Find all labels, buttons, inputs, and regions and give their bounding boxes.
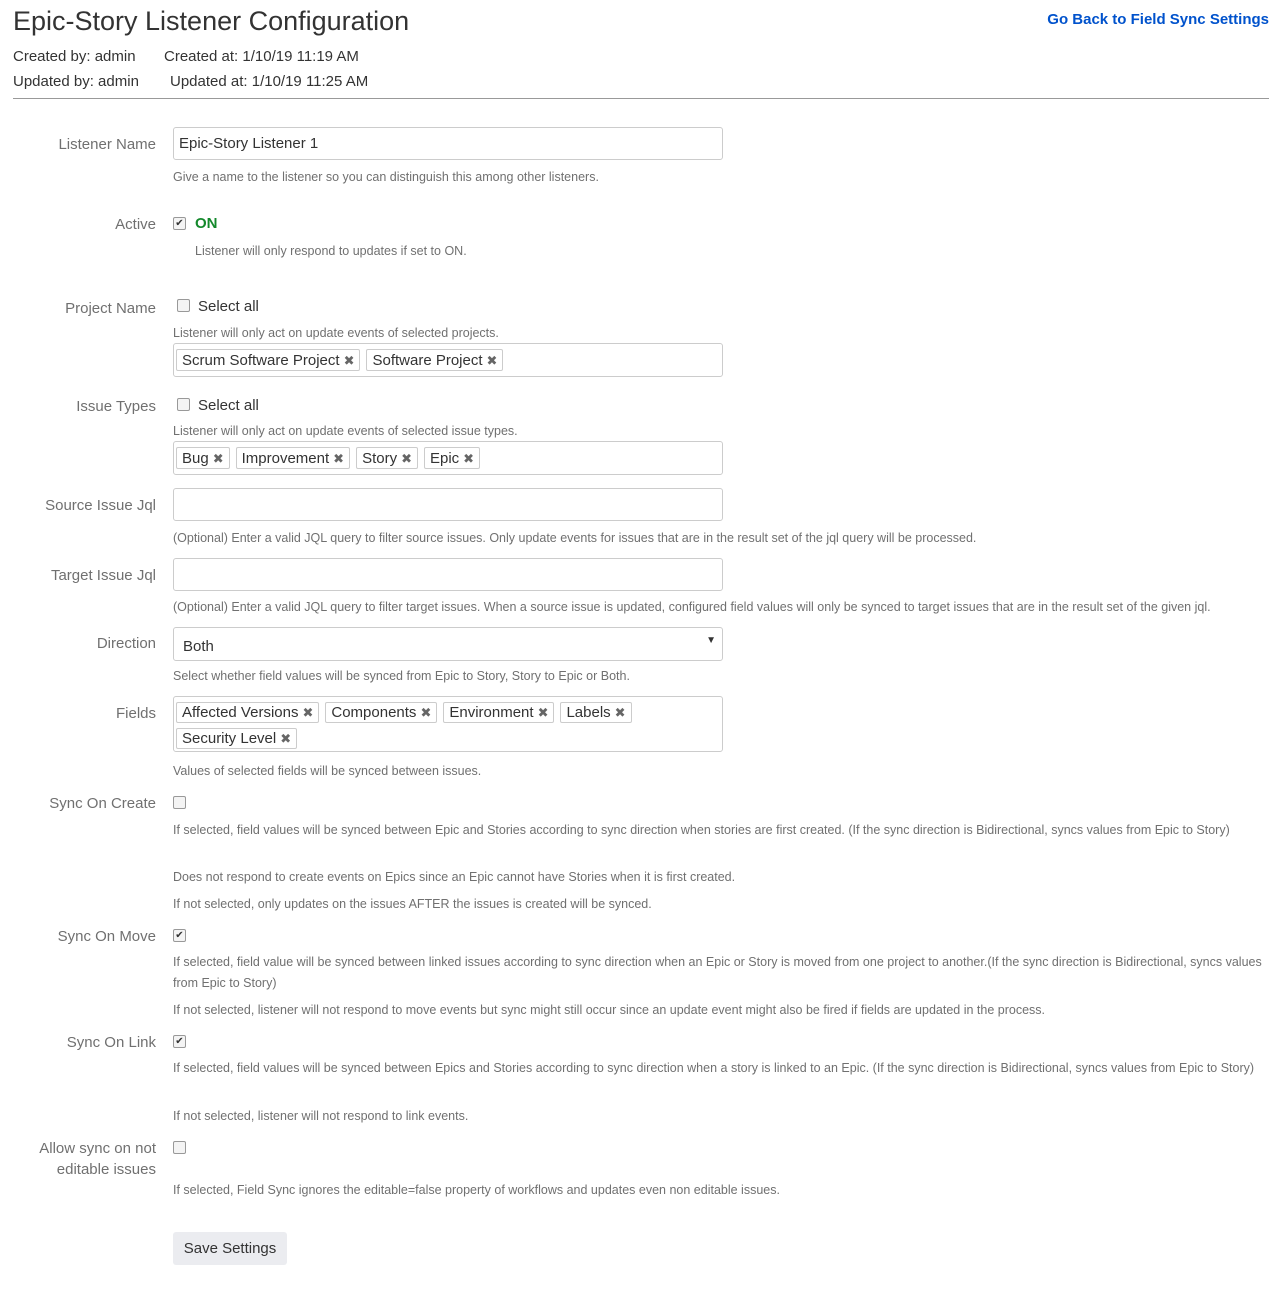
source-jql-help: (Optional) Enter a valid JQL query to filter source issues. Only update events for issues that are in the result set of the jql query will be processed. bbox=[173, 531, 977, 545]
sync-on-move-label: Sync On Move bbox=[57, 928, 156, 945]
allow-sync-label-1: Allow sync on not bbox=[39, 1140, 156, 1157]
allow-sync-checkbox[interactable] bbox=[173, 1141, 186, 1154]
save-settings-button[interactable]: Save Settings bbox=[173, 1232, 287, 1265]
issue-types-multiselect[interactable] bbox=[173, 441, 723, 475]
issue-types-label: Issue Types bbox=[76, 398, 156, 415]
sync-on-move-help-1: If selected, field value will be synced between linked issues according to sync direction when an Epic or Story is moved from one project to another.(If the sync direction is Bidirectional, syncs values from Epic to Story) bbox=[173, 955, 1262, 990]
issue-types-help: Listener will only act on update events of selected issue types. bbox=[173, 424, 518, 438]
sync-on-link-help-2: If not selected, listener will not respond to link events. bbox=[173, 1109, 469, 1123]
created-by: Created by: admin bbox=[13, 48, 136, 65]
issue-type-tag: Bug ✖ bbox=[176, 447, 230, 469]
project-help: Listener will only act on update events of selected projects. bbox=[173, 326, 499, 340]
sync-on-create-help-1: If selected, field values will be synced between Epic and Stories according to sync direction when stories are first created. (If the sync direction is Bidirectional, syncs values from Epic to Story) bbox=[173, 823, 1230, 837]
field-tag: Security Level ✖ bbox=[176, 728, 297, 749]
sync-on-create-help-3: If not selected, only updates on the issues AFTER the issues is created will be synced. bbox=[173, 897, 652, 911]
project-tag: Software Project ✖ bbox=[366, 349, 503, 371]
field-tag: Affected Versions ✖ bbox=[176, 702, 319, 723]
sync-on-create-checkbox[interactable] bbox=[173, 796, 186, 809]
issue-types-select-all-label: Select all bbox=[198, 397, 259, 414]
fields-multiselect[interactable] bbox=[173, 696, 723, 752]
listener-name-input[interactable] bbox=[173, 127, 723, 160]
source-jql-input[interactable] bbox=[173, 488, 723, 521]
page-title: Epic-Story Listener Configuration bbox=[13, 6, 410, 36]
sync-on-create-help-2: Does not respond to create events on Epics since an Epic cannot have Stories when it is first created. bbox=[173, 870, 736, 884]
project-multiselect[interactable] bbox=[173, 343, 723, 377]
sync-on-move-help-2: If not selected, listener will not respond to move events but sync might still occur since an update event might also be fired if fields are updated in the process. bbox=[173, 1003, 1045, 1017]
sync-on-link-help-1: If selected, field values will be synced between Epics and Stories according to sync direction when a story is linked to an Epic. (If the sync direction is Bidirectional, syncs values from Epic to Story) bbox=[173, 1061, 1255, 1075]
remove-icon[interactable]: ✖ bbox=[537, 705, 549, 720]
remove-icon[interactable]: ✖ bbox=[333, 450, 345, 466]
remove-icon[interactable]: ✖ bbox=[463, 450, 475, 466]
remove-icon[interactable]: ✖ bbox=[280, 731, 292, 746]
created-at: Created at: 1/10/19 11:19 AM bbox=[164, 48, 359, 65]
project-select-all-checkbox[interactable] bbox=[177, 299, 190, 312]
field-tag: Components ✖ bbox=[325, 702, 437, 723]
allow-sync-label-2: editable issues bbox=[56, 1161, 156, 1178]
active-help: Listener will only respond to updates if set to ON. bbox=[195, 244, 467, 258]
issue-type-tag: Epic ✖ bbox=[424, 447, 480, 469]
direction-value: Both bbox=[183, 638, 214, 655]
target-jql-help: (Optional) Enter a valid JQL query to filter target issues. When a source issue is updated, configured field values will only be synced to target issues that are in the result set of the given jql. bbox=[173, 600, 1211, 614]
remove-icon[interactable]: ✖ bbox=[212, 450, 224, 466]
sync-on-link-checkbox[interactable]: ✔ bbox=[173, 1035, 186, 1048]
remove-icon[interactable]: ✖ bbox=[420, 705, 432, 720]
sync-on-create-label: Sync On Create bbox=[49, 795, 156, 812]
active-label: Active bbox=[115, 216, 156, 233]
issue-type-tag: Story ✖ bbox=[356, 447, 418, 469]
active-checkbox[interactable]: ✔ bbox=[173, 217, 186, 230]
fields-label: Fields bbox=[115, 705, 156, 722]
project-select-all-label: Select all bbox=[198, 298, 259, 315]
allow-sync-help: If selected, Field Sync ignores the editable=false property of workflows and updates even non editable issues. bbox=[173, 1183, 780, 1197]
source-jql-label: Source Issue Jql bbox=[45, 497, 156, 514]
listener-name-help: Give a name to the listener so you can distinguish this among other listeners. bbox=[173, 170, 599, 184]
updated-by: Updated by: admin bbox=[13, 73, 139, 90]
project-name-label: Project Name bbox=[65, 300, 156, 317]
issue-type-tag: Improvement ✖ bbox=[236, 447, 350, 469]
field-tag: Environment ✖ bbox=[443, 702, 554, 723]
direction-label: Direction bbox=[96, 635, 156, 652]
target-jql-label: Target Issue Jql bbox=[50, 567, 156, 584]
target-jql-input[interactable] bbox=[173, 558, 723, 591]
sync-on-move-checkbox[interactable]: ✔ bbox=[173, 929, 186, 942]
listener-name-label: Listener Name bbox=[58, 136, 156, 153]
remove-icon[interactable]: ✖ bbox=[486, 352, 498, 368]
back-to-field-sync-link[interactable]: Go Back to Field Sync Settings bbox=[1047, 11, 1269, 28]
active-state: ON bbox=[195, 215, 218, 232]
header-divider bbox=[13, 98, 1269, 99]
remove-icon[interactable]: ✖ bbox=[343, 352, 355, 368]
remove-icon[interactable]: ✖ bbox=[614, 705, 626, 720]
direction-help: Select whether field values will be synced from Epic to Story, Story to Epic or Both. bbox=[173, 669, 630, 683]
field-tag: Labels ✖ bbox=[560, 702, 631, 723]
remove-icon[interactable]: ✖ bbox=[302, 705, 314, 720]
fields-help: Values of selected fields will be synced between issues. bbox=[173, 764, 482, 778]
project-tag: Scrum Software Project ✖ bbox=[176, 349, 360, 371]
sync-on-link-label: Sync On Link bbox=[66, 1034, 156, 1051]
issue-types-select-all-checkbox[interactable] bbox=[177, 398, 190, 411]
direction-select[interactable] bbox=[173, 627, 723, 661]
chevron-down-icon: ▼ bbox=[706, 635, 716, 646]
updated-at: Updated at: 1/10/19 11:25 AM bbox=[170, 73, 369, 90]
remove-icon[interactable]: ✖ bbox=[401, 450, 412, 466]
